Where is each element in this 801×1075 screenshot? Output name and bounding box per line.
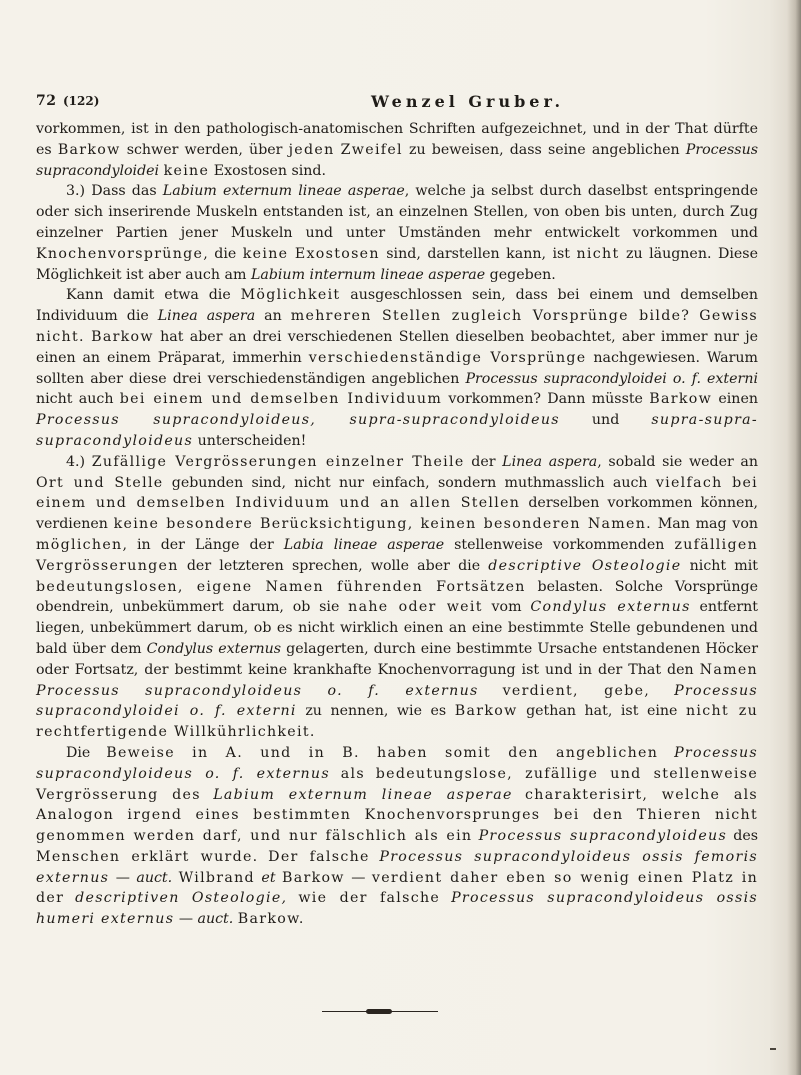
text-run: nicht zu rechtfertigende Willkührlichkeit. (36, 703, 759, 741)
latin-term: Processus supracondyloideus, supra-supracondyloideus (36, 412, 560, 429)
text-run: Die (66, 744, 91, 761)
latin-term: auct. (197, 911, 234, 928)
text-run: vorkommen, ist in den pathologisch-anatomischen Schriften aufgezeichnet, und in der That dürfte es (36, 121, 758, 158)
text-run: Möglichkeit (240, 287, 341, 304)
text-run: ausgeschlossen sein, dass bei einem und demselben (350, 287, 759, 304)
text-run: 3.) Dass das (66, 183, 157, 200)
text-run: Knochenvorsprünge (36, 245, 204, 262)
author-name: Barkow (57, 141, 121, 158)
author-name: Barkow. (237, 911, 305, 928)
text-run: 4.) (66, 453, 86, 470)
text-run: — (351, 869, 366, 886)
text-run: keine (163, 162, 210, 179)
latin-term: Processus supracondyloideus o. f. externus (36, 682, 479, 699)
latin-term: Processus supracondyloideus (478, 828, 728, 845)
text-run: bedeutungslosen, eigene Namen führenden Fortsätzen (36, 578, 526, 595)
text-run: zufälligen Vergrösserungen (36, 536, 759, 574)
page-number: 72 (36, 93, 57, 109)
text-run: Exostosen sind. (213, 162, 327, 179)
text-run: vom (491, 599, 522, 616)
text-run: an (264, 308, 282, 325)
text-run: vielfach bei einem und demselben Individuum und an allen Stellen (36, 474, 758, 512)
text-run: als (340, 765, 365, 782)
text-run: hat aber an drei verschiedenen Stellen dieselben beobachtet, aber immer nur je einen an einem Präparat, immerhin (36, 328, 758, 366)
text-run: der letzteren sprechen, wolle aber die (186, 557, 481, 574)
text-run: nicht mit (689, 557, 758, 574)
text-run: bedeutungslose, zufällige und stellenweise Vergrösserung des (36, 765, 759, 803)
text-run: unterscheiden! (197, 432, 307, 449)
text-run: keine besondere Berücksichtigung, keinen besonderen Namen. (113, 516, 652, 533)
latin-term: Condylus externus (530, 599, 691, 616)
text-run: Exostosen (294, 245, 380, 262)
text-run: nachgewiesen. Warum sollten aber diese drei verschiedenständigen angeblichen (36, 349, 758, 387)
text-run: derselben vorkommen können, verdienen (36, 495, 759, 533)
text-run: , in der Länge der (122, 536, 274, 553)
author-name: Barkow (91, 328, 154, 345)
latin-term: Processus supracondyloideus ossis femoris externus (36, 848, 758, 886)
latin-term: Labia lineae asperae (283, 536, 445, 553)
paragraph-4 (36, 452, 758, 743)
text-run: Beweise in A. und in B. haben somit den angeblichen (106, 744, 659, 761)
text-run: nicht auch (36, 391, 114, 408)
text-run: entfernt liegen, unbekümmert darum, ob es nicht wirklich einen an eine bestimmte Stelle gebundenen und bald über dem (36, 599, 758, 657)
page-sub-number: (122) (63, 94, 100, 108)
text-run: — (115, 869, 130, 886)
latin-term: Labium internum lineae asperae (250, 266, 486, 283)
text-run: und (591, 412, 620, 429)
latin-term: supra-supra-supracondyloideus (36, 412, 758, 449)
text-run: belasten. Solche Vorsprünge obendrein, unbekümmert darum, ob sie (36, 578, 758, 616)
text-run: verdient, gebe, (502, 682, 651, 699)
text-run: gebunden sind, nicht nur einfach, sondern muthmasslich auch (171, 474, 648, 491)
author-name: Barkow (282, 869, 345, 886)
ornament-center (366, 1009, 392, 1014)
latin-term: Processus supracondyloidei o. f. externi (36, 682, 758, 720)
end-ornament (322, 1009, 438, 1015)
latin-term: Linea aspera (157, 308, 256, 325)
text-run: der (471, 453, 496, 470)
page-edge-shadow (787, 0, 801, 1075)
text-run: zu beweisen, dass seine angeblichen (409, 141, 680, 158)
latin-term: Linea aspera (502, 453, 598, 470)
page-header (36, 93, 756, 113)
text-run: verschiedenständige Vorsprünge (308, 349, 587, 366)
text-run: Man mag von (657, 516, 758, 533)
text-run: mehreren Stellen zugleich Vorsprünge bilde? (290, 308, 691, 325)
running-head: Wenzel Gruber. (371, 92, 565, 111)
body-text (36, 119, 758, 930)
latin-term: Processus supracondyloideus o. f. externus (36, 744, 758, 782)
text-run: sind, darstellen kann, ist (386, 245, 570, 262)
latin-term: Processus supracondyloidei o. f. externi (465, 370, 758, 387)
latin-term: Condylus externus (146, 640, 282, 657)
latin-term: auct. (136, 869, 173, 886)
text-run: Der falsche (268, 848, 370, 865)
text-run: nicht (576, 245, 620, 262)
text-run: Ort und Stelle (36, 474, 164, 491)
author-name: Wilbrand (178, 869, 255, 886)
latin-term: Processus supracondyloidei (36, 141, 758, 179)
latin-term: descriptive Osteologie (488, 557, 682, 574)
margin-mark (770, 1048, 776, 1050)
text-run: , sobald sie weder an (597, 453, 759, 470)
text-run: zu läugnen. Diese Möglichkeit ist aber auch am (36, 245, 758, 283)
paragraph-2 (36, 181, 758, 285)
text-run: gegeben. (489, 266, 556, 283)
text-run: Gewiss nicht. (36, 308, 758, 345)
text-run: jeden (288, 141, 335, 158)
text-run: , welche ja selbst durch daselbst entspringende oder sich inserirende Muskeln entstanden ist, an einzelnen Stellen, von oben bis unten, durch Zug einzelner Partien jener Muskeln und unter Umständen mehr entwickelt vorkommen und (36, 183, 758, 241)
text-run: charakterisirt, welche als Analogon irgend eines bestimmten Knochenvorsprunges bei den Thieren nicht genommen werden darf, und nur fälschlich als ein (36, 786, 758, 845)
text-run: Menschen erklärt wurde. (36, 848, 259, 865)
text-run: gethan hat, ist eine (526, 703, 678, 720)
text-run: verdient daher eben so wenig einen Platz in der (36, 869, 759, 907)
text-run: — (178, 911, 193, 928)
text-run: einen (718, 391, 758, 408)
latin-term: Labium externum lineae asperae (213, 786, 513, 803)
text-run: gelagerten, durch eine bestimmte Ursache entstandenen Höcker oder Fortsatz, der bestimmt keine krankhafte Knochenvorragung ist und in der That den (36, 640, 758, 678)
paragraph-1 (36, 119, 758, 181)
latin-term: et (261, 869, 276, 886)
text-run: Kann damit etwa die (66, 287, 231, 304)
text-run: nahe oder weit (348, 599, 483, 616)
text-run: Namen (699, 661, 758, 678)
text-run: bei einem und demselben Individuum (119, 391, 443, 408)
text-run: stellenweise vorkommenden (454, 536, 665, 553)
text-run: Individuum (36, 308, 118, 325)
text-run: zu nennen, wie es (305, 703, 447, 720)
latin-term: descriptiven Osteologie, (75, 890, 288, 907)
text-run: des (733, 828, 759, 845)
paragraph-3 (36, 285, 758, 451)
author-name: Barkow (649, 391, 713, 408)
text-run: die (126, 308, 149, 325)
text-run: Zufällige Vergrösserungen einzelner Theile (91, 453, 465, 470)
text-run: keine (242, 245, 289, 262)
author-name: Barkow (454, 703, 518, 720)
text-run: schwer werden, über (126, 141, 283, 158)
latin-term: Processus supracondyloideus ossis humeri externus (36, 890, 758, 928)
paragraph-5 (36, 743, 758, 930)
text-run: wie der falsche (298, 890, 441, 907)
text-run: vorkommen? Dann müsste (448, 391, 643, 408)
text-run: Zweifel (340, 141, 403, 158)
text-run: möglichen (36, 536, 123, 553)
latin-term: Labium externum lineae asperae (162, 183, 405, 200)
text-run: , die (203, 245, 237, 262)
